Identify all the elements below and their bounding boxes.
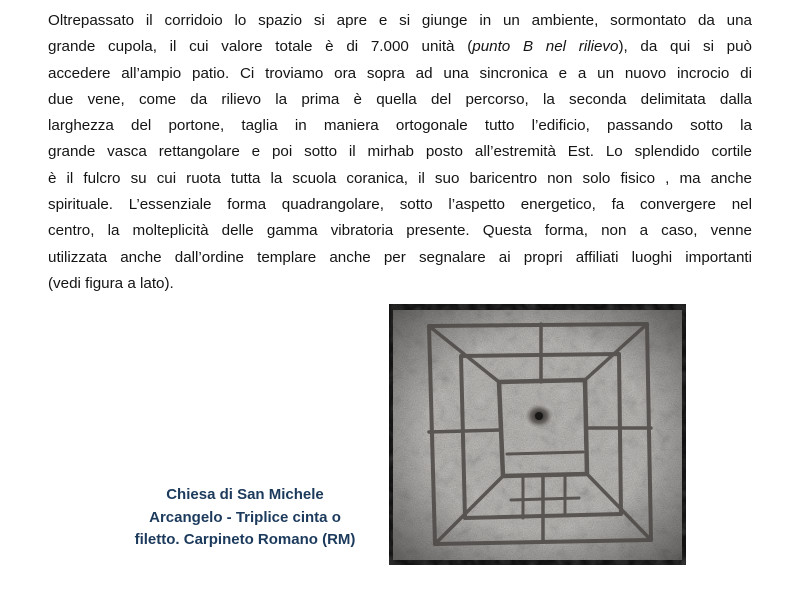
figure-caption [110, 484, 380, 552]
caption-line: Arcangelo - Triplice cinta o [149, 508, 341, 526]
text-segment: grande cupola, il cui valore totale è di 7.000 unità ( [48, 38, 473, 56]
body-paragraph [48, 8, 752, 297]
caption-line: Chiesa di San Michele [166, 486, 324, 503]
text-line: spirituale. L’essenziale forma quadrangolare, sotto l’aspetto energetico, fa convergere nel [48, 196, 752, 214]
text-line: (vedi figura a lato). [48, 274, 174, 292]
text-line: Oltrepassato il corridoio lo spazio si apre e si giunge in un ambiente, sormontato da una [48, 12, 752, 29]
stone-carving-photo [389, 304, 686, 565]
text-line: è il fulcro su cui ruota tutta la scuola coranica, il suo baricentro non solo fisico , ma anche [48, 169, 752, 187]
text-line: grande vasca rettangolare e poi sotto il mirhab posto all’estremità Est. Lo splendido cortile [48, 143, 752, 161]
text-line: utilizzata anche dall’ordine templare anche per segnalare ai propri affiliati luoghi importanti [48, 248, 752, 266]
text-line: accedere all’ampio patio. Ci troviamo ora sopra ad una sincronica e a un nuovo incrocio di [48, 64, 752, 82]
italic-reference: punto B nel rilievo [472, 38, 619, 56]
text-line [48, 34, 752, 60]
text-line: larghezza del portone, taglia in maniera ortogonale tutto l’edificio, passando sotto la [48, 117, 752, 135]
text-line: centro, la molteplicità delle gamma vibratoria presente. Questa forma, non a caso, venne [48, 222, 752, 240]
caption-line: filetto. Carpineto Romano (RM) [134, 531, 356, 548]
text-segment: ), da qui si può [618, 38, 752, 56]
text-line: due vene, come da rilievo la prima è quella del percorso, la seconda delimitata dalla [48, 90, 752, 108]
